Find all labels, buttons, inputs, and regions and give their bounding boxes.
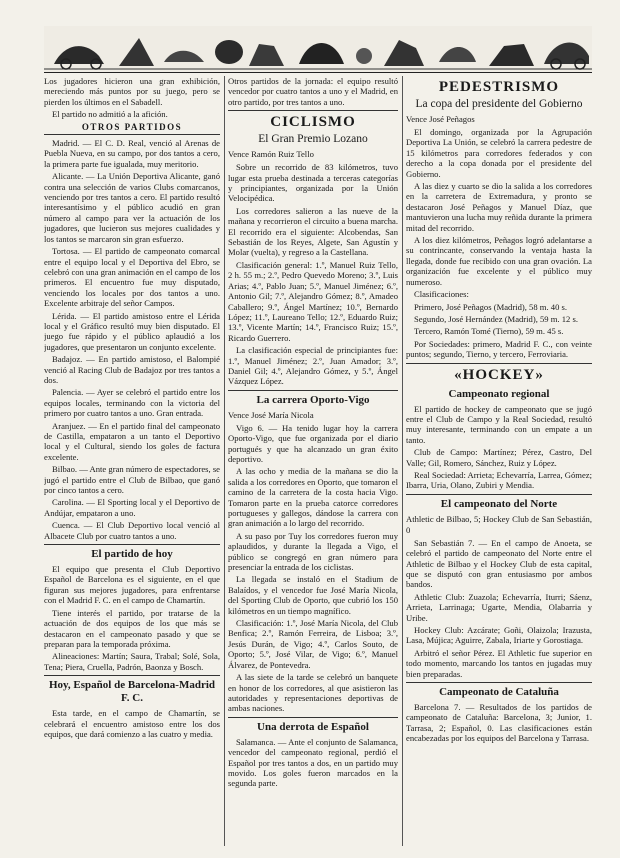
match-result-subhead: Athletic de Bilbao, 5; Hockey Club de San Sebastián, 0: [406, 513, 592, 535]
article-paragraph: Hockey Club: Azcárate; Goñi, Olaizola; Irazusta, Lasa, Mújica; Aguirre, Zabala, Iriarte y Gorostiaga.: [406, 625, 592, 646]
article-paragraph: Palencia. — Ayer se celebró el partido entre los equipos locales, terminando con la victoria del primero por cuatro tantos a uno. Gran entrada.: [44, 387, 220, 419]
article-paragraph: Tortosa. — El partido de campeonato comarcal entre el equipo local y el Deportiva del Ebro, se celebró con una gran animación en el campo de los primeros. El encuentro fue muy disputado, venciendo los locales por dos tantos a uno. Excelente arbitraje del señor Campos.: [44, 246, 220, 309]
article-paragraph: Badajoz. — En partido amistoso, el Balompié venció al Racing Club de Badajoz por tres tantos a dos.: [44, 354, 220, 385]
article-paragraph: Salamanca. — Ante el conjunto de Salamanca, vencedor del campeonato regional, perdió el Español por tres tantos a dos, en un partido muy movido. Los goles fueron marcados en la segunda parte.: [228, 736, 398, 789]
heading-campeonato-cataluna: Campeonato de Cataluña: [406, 682, 592, 699]
article-paragraph: Carolina. — El Sporting local y el Deportivo de Andújar, empataron a uno.: [44, 497, 220, 518]
subheading-copa-presidente: La copa del presidente del Gobierno: [415, 98, 583, 110]
article-paragraph: El partido de hockey de campeonato que se jugó entre el Club de Campo y la Real Sociedad, resultó muy interesante, terminando con un empate a un tanto.: [406, 403, 592, 445]
section-heading-hockey: «HOCKEY»: [406, 363, 592, 384]
article-paragraph: Bilbao. — Ante gran número de espectadores, se jugó el partido entre el Club de Bilbao, que ganó por cinco tantos a cero.: [44, 464, 220, 496]
sports-section-banner: [44, 26, 592, 72]
article-paragraph: A los diez kilómetros, Peñagos logró adelantarse a su contrincante, conservando la ventaja hasta la llegada, donde fue recibido con una gran ovación. La organización fue excelente y el público muy numeroso.: [406, 235, 592, 287]
section-heading-otros-partidos: OTROS PARTIDOS: [44, 122, 220, 135]
column-cycling: [228, 76, 398, 846]
sports-banner-illustration: [44, 26, 592, 72]
article-paragraph: La llegada se instaló en el Stadium de Balaídos, y el vencedor fue José María Nicola, del Sporting Club de Oporto, que cubrió los 150 kilómetros en un tiempo magnífico.: [228, 574, 398, 616]
article-paragraph: A las ocho y media de la mañana se dio la salida a los corredores en Oporto, que tomaron el camino de la carretera de la costa hacia Vigo. Tomaron parte en la prueba catorce corredores portugueses y gallegos, dándose la carrera con gran animación a lo largo del recorrido.: [228, 466, 398, 529]
section-heading-ciclismo: CICLISMO: [228, 110, 398, 131]
heading-derrota-espanol: Una derrota de Español: [228, 717, 398, 734]
byline: Vence José Peñagos: [406, 114, 475, 124]
article-paragraph: Los jugadores hicieron una gran exhibición, mereciendo más puntos por su juego, pero se pierden los últimos en el Sabadell.: [44, 76, 220, 107]
result-line: Primero, José Peñagos (Madrid), 58 m. 40 s.: [414, 301, 568, 312]
column-football: [44, 76, 220, 846]
article-paragraph: Tiene interés el partido, por tratarse de la actuación de dos equipos de los que más se destacaron en el campeonato pasado y que se preparan para la temporada próxima.: [44, 607, 220, 649]
article-paragraph: Esta tarde, en el campo de Chamartín, se celebrará el encuentro amistoso entre los dos equipos, que dará comienzo a las cuatro y media.: [44, 708, 220, 739]
article-paragraph: Vigo 6. — Ha tenido lugar hoy la carrera Oporto-Vigo, que fue organizada por el diario portugués y que ha alcanzado un gran éxito deportivo.: [228, 422, 398, 464]
banner-rule: [44, 72, 592, 73]
article-paragraph: Athletic Club: Zuazola; Echevarría, Iturri; Sáenz, Arrieta, Larrinaga; Ugarte, Mendia, Olabarria y Uribe.: [406, 591, 592, 623]
article-paragraph: A las siete de la tarde se celebró un banquete en honor de los corredores, al que asistieron las autoridades y representaciones deportivas de ambas naciones.: [228, 672, 398, 714]
article-paragraph: Madrid. — El C. D. Real, venció al Arenas de Puebla Nueva, en su campo, por dos tantos a cero, la primera parte fue igualada, muy meritorio.: [44, 138, 220, 169]
heading-campeonato-norte: El campeonato del Norte: [406, 494, 592, 511]
article-paragraph: Alicante. — La Unión Deportiva Alicante, ganó contra una selección de varios Clubs comarcanos, venciendo por tres tantos a cero. El partido resultó interesantísimo y el público acudió en gran número al campo para ver la actuación de los jugadores, que lucieron sus mejores cualidades y los tantos se marcaron sin gran esfuerzo.: [44, 171, 220, 244]
article-paragraph: Los corredores salieron a las nueve de la mañana y recorrieron el circuito a buena marcha. El recorrido era el siguiente: Alcobendas, San Sebastián de los Reyes, Algete, San Agustín y Molar (vuelta), y regreso a la Castellana.: [228, 205, 398, 258]
article-paragraph: A su paso por Tuy los corredores fueron muy aplaudidos, y durante la llegada a Vigo, el público se congregó en gran número para presenciar la entrada de los ciclistas.: [228, 530, 398, 573]
article-paragraph: El partido no admitió a la afición.: [52, 109, 168, 120]
heading-espanol-madrid: Hoy, Español de Barcelona-Madrid F. C.: [44, 675, 220, 705]
subheading-campeonato-regional: Campeonato regional: [448, 387, 550, 400]
result-line: Por Sociedades: primero, Madrid F. C., con veinte puntos; segundo, Tierno, y tercero, Ferroviaria.: [406, 338, 592, 360]
article-paragraph: Real Sociedad: Arrieta; Echevarría, Larrea, Gómez; Ibarra, Uria, Olano, Zubiri y Mendia.: [406, 469, 592, 491]
article-paragraph: Cuenca. — El Club Deportivo local venció al Albacete Club por cuatro tantos a uno.: [44, 520, 220, 541]
subheading-gran-premio: El Gran Premio Lozano: [258, 133, 368, 146]
article-paragraph: Barcelona 7. — Resultados de los partidos de campeonato de Cataluña: Barcelona, 3; Junior, 1. Tarrasa, 2; Español, 0. Las clasificaciones están encabezadas por los equipos del Barcelona y Tarrasa.: [406, 702, 592, 744]
column-divider-2: [402, 76, 403, 846]
article-paragraph: Sobre un recorrido de 83 kilómetros, tuvo lugar esta prueba destinada a terceras categorías y principiantes, organizada por la Unión Velocipédica.: [228, 162, 398, 204]
article-paragraph: El domingo, organizada por la Agrupación Deportiva La Unión, se celebró la carrera pedestre de 15 kilómetros para corredores federados y con derecho a la copa donada por el presidente del Gobierno.: [406, 127, 592, 179]
byline: Vence José María Nicola: [228, 409, 314, 420]
article-paragraph: La clasificación especial de principiantes fue: 1.º, Manuel Jiménez; 2.º, Juan Amador; 3.º, Daniel Gil; 4.º, Alejandro Gómez, y 5.º, Ángel Vázquez López.: [228, 345, 398, 387]
article-paragraph: Alineaciones: Martín; Saura, Trabal; Solé, Sola, Tena; Piera, Cruella, Padrón, Baonza y Bosch.: [44, 651, 220, 672]
article-paragraph: A las diez y cuarto se dio la salida a los corredores en la carretera de Extremadura, y pronto se destacaron José Peñagos y Manuel Díaz, que mantuvieron una lucha muy reñida durante la primera mitad del recorrido.: [406, 181, 592, 233]
article-paragraph: San Sebastián 7. — En el campo de Anoeta, se celebró el partido de campeonato del Norte entre el Athletic de Bilbao y el Hockey Club de esta capital, que se disputó con gran entusiasmo por ambos bandos.: [406, 537, 592, 590]
article-paragraph: Aranjuez. — En el partido final del campeonato de Castilla, empataron a un tanto el Deportivo local y el Cultural, siendo los goles de factura excelente.: [44, 420, 220, 462]
article-paragraph: Otros partidos de la jornada: el equipo resultó vencedor por cuatro tantos a uno y el Madrid, en otro partido, por tres tantos a uno.: [228, 76, 398, 107]
article-paragraph: Lérida. — El partido amistoso entre el Lérida local y el Gráfico resultó muy bien disputado. El juego fue rápido y el público aplaudió a los jugadores, que presentaron un conjunto excelente.: [44, 310, 220, 352]
heading-partido-de-hoy: El partido de hoy: [44, 544, 220, 561]
section-heading-pedestrismo: PEDESTRISMO: [438, 79, 560, 95]
column-divider-1: [224, 76, 225, 846]
article-paragraph: Arbitró el señor Pérez. El Athletic fue superior en todo momento, marcando los tantos en jugadas muy bien preparadas.: [406, 647, 592, 679]
article-paragraph: Clasificación: 1.º, José María Nicola, del Club Benfica; 2.º, Ramón Ferreira, de Lisboa; 3.º, Jesús Durán, de Vigo; 4.º, Carlos Souto, de Oporto; 5.º, José Vilar, de Vigo; 6.º, Manuel Álvarez, de Pontevedra.: [228, 618, 398, 670]
result-line: Tercero, Ramón Tomé (Tierno), 59 m. 45 s.: [414, 326, 564, 337]
byline: Vence Ramón Ruiz Tello: [228, 149, 314, 160]
article-paragraph: El equipo que presenta el Club Deportivo Español de Barcelona es el siguiente, en el que figuran sus mejores jugadores, para enfrentarse con el Madrid F. C. en el campo de Chamartín.: [44, 564, 220, 606]
column-athletics-hockey: [406, 76, 592, 846]
article-paragraph: Clasificaciones:: [414, 289, 469, 300]
heading-oporto-vigo: La carrera Oporto-Vigo: [228, 390, 398, 407]
result-line: Segundo, José Hernández (Madrid), 59 m. 12 s.: [414, 313, 578, 324]
article-paragraph: Club de Campo: Martínez; Pérez, Castro, Del Valle; Gil, Romero, Sánchez, Ruiz y López.: [406, 447, 592, 468]
article-paragraph: Clasificación general: 1.º, Manuel Ruiz Tello, 2 h. 55 m.; 2.º, Pedro Quevedo Moreno; 3.º, Luis Arias; 4.º, Pablo Juan; 5.º, Manuel Jiménez; 6.º, Antonio Gil; 7.º, Alejandro Gómez; 8.º, Amadeo Caballero; 9.º, Ángel Martínez; 10.º, Bernardo López; 11.º, Laureano Tello; 12.º, Eduardo Ruiz; 13.º, Vicente Martín; 14.º, Francisco Ruiz; 15.º, Ricardo Guerrero.: [228, 259, 398, 343]
